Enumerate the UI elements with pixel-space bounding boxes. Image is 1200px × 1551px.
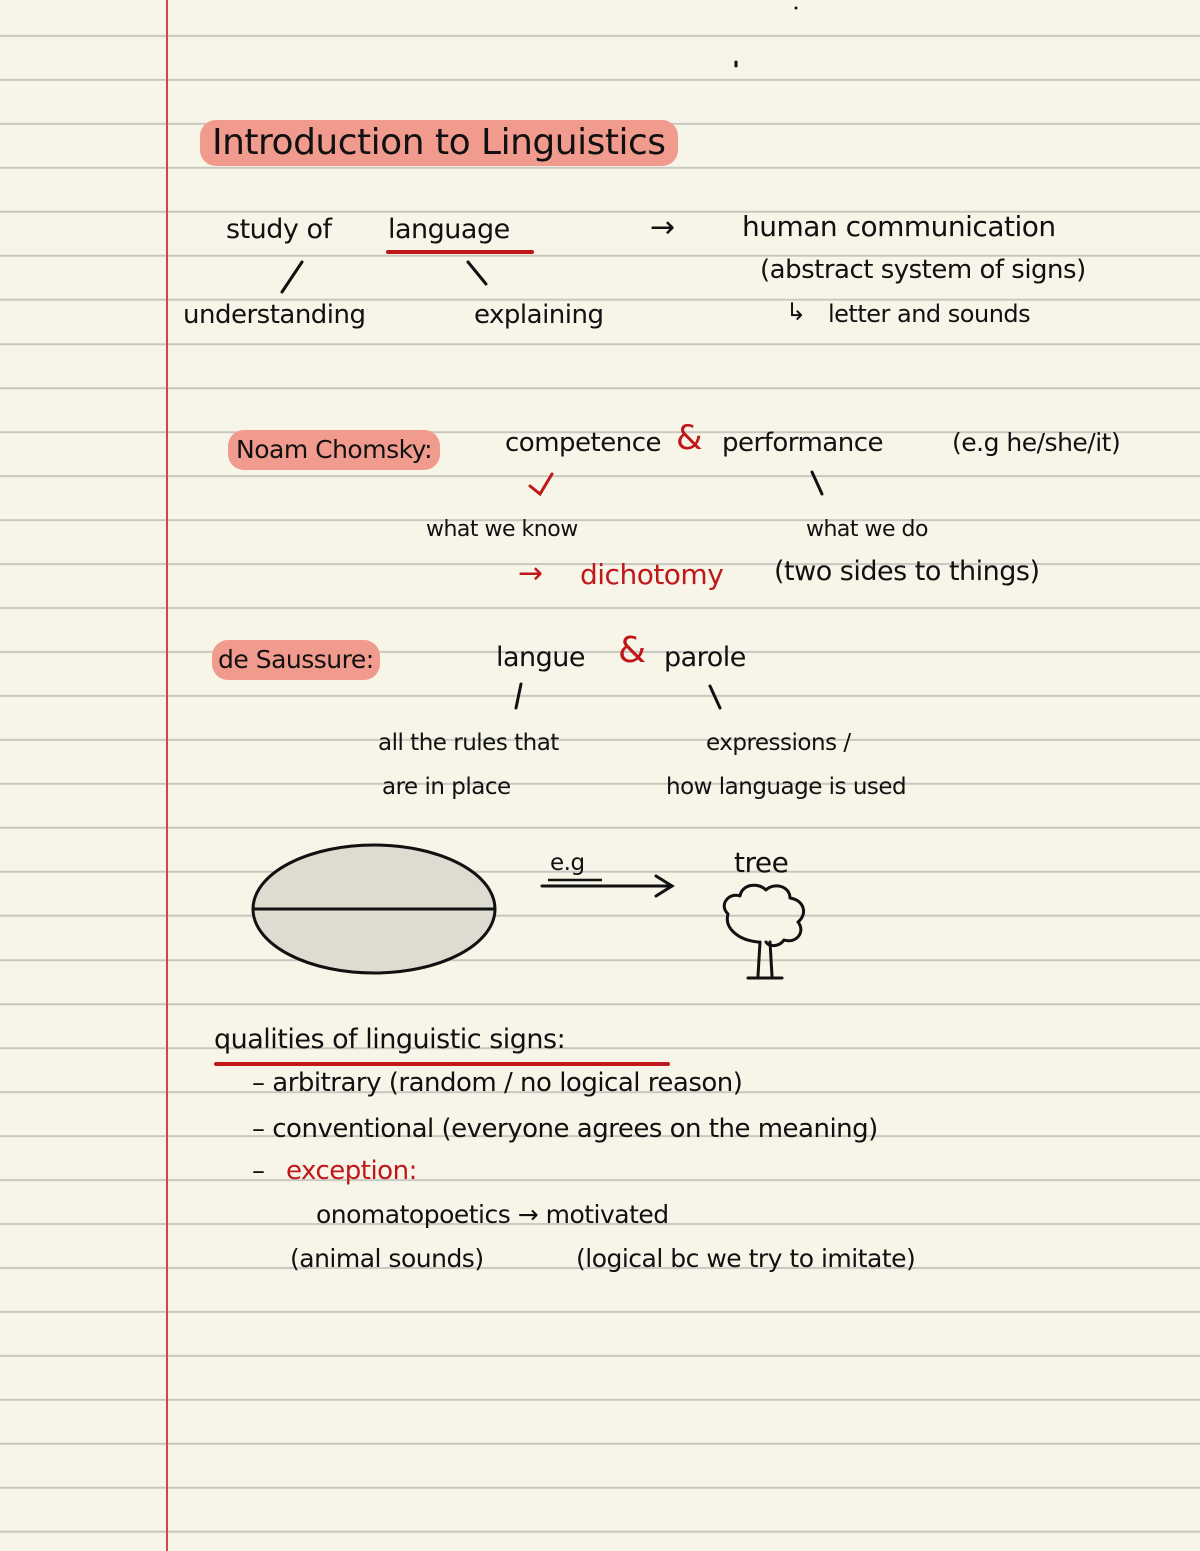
qualities-heading: qualities of linguistic signs: bbox=[214, 1024, 566, 1055]
abstract-system-text: (abstract system of signs) bbox=[760, 255, 1086, 285]
chomsky-heading: Noam Chomsky: bbox=[228, 430, 440, 470]
letters-sounds-text: letter and sounds bbox=[828, 300, 1031, 328]
branch-line-explaining bbox=[468, 262, 486, 284]
arrow-icon: → bbox=[650, 210, 675, 245]
expressions-text-line2: how language is used bbox=[666, 774, 907, 800]
example-pronouns-text: (e.g he/she/it) bbox=[952, 428, 1121, 457]
dichotomy-text: dichotomy bbox=[580, 558, 724, 591]
human-communication-text: human communication bbox=[742, 210, 1056, 243]
tree-icon bbox=[724, 885, 803, 978]
performance-text: performance bbox=[722, 428, 884, 458]
branch-line-langue bbox=[516, 684, 521, 708]
logical-imitate-text: (logical bc we try to imitate) bbox=[576, 1244, 916, 1273]
competence-text: competence bbox=[505, 428, 661, 458]
hook-arrow-icon: ↳ bbox=[786, 298, 806, 326]
rules-text-line2: are in place bbox=[382, 774, 511, 800]
ampersand-mark: & bbox=[676, 418, 703, 458]
what-we-do-text: what we do bbox=[806, 517, 928, 542]
tree-label: tree bbox=[734, 846, 789, 879]
quality-conventional: – conventional (everyone agrees on the meaning) bbox=[252, 1114, 878, 1144]
saussure-heading: de Saussure: bbox=[212, 640, 380, 680]
study-of-text: study of bbox=[226, 214, 332, 245]
eg-label: e.g bbox=[550, 850, 585, 876]
page-title: Introduction to Linguistics bbox=[200, 120, 678, 166]
onomatopoetics-text: onomatopoetics → motivated bbox=[316, 1200, 669, 1229]
parole-text: parole bbox=[664, 642, 746, 673]
rules-text-line1: all the rules that bbox=[378, 730, 559, 756]
understanding-text: understanding bbox=[183, 300, 366, 330]
red-check-mark bbox=[530, 474, 552, 494]
branch-line-performance bbox=[812, 472, 822, 494]
explaining-text: explaining bbox=[474, 300, 604, 330]
expressions-text-line1: expressions / bbox=[706, 730, 851, 756]
langue-text: langue bbox=[496, 642, 586, 673]
branch-line-understanding bbox=[282, 262, 302, 292]
ampersand-mark-2: & bbox=[618, 630, 646, 671]
animal-sounds-text: (animal sounds) bbox=[290, 1244, 484, 1273]
branch-line-parole bbox=[710, 686, 720, 708]
language-text: language bbox=[388, 214, 510, 245]
exception-dash: – bbox=[252, 1156, 265, 1186]
red-arrow-icon: → bbox=[518, 556, 543, 591]
exception-label: exception: bbox=[286, 1156, 417, 1186]
dichotomy-note: (two sides to things) bbox=[774, 556, 1040, 587]
quality-arbitrary: – arbitrary (random / no logical reason) bbox=[252, 1068, 743, 1098]
what-we-know-text: what we know bbox=[426, 517, 578, 542]
